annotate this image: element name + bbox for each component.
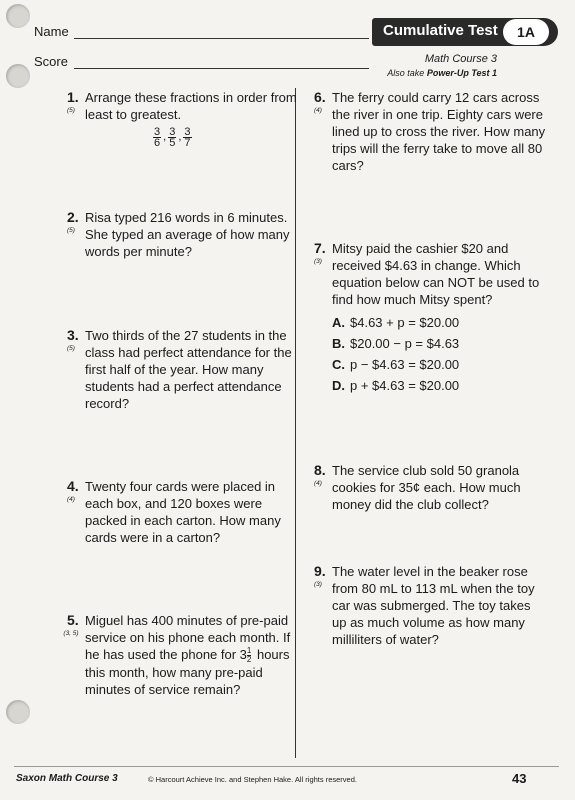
name-label: Name xyxy=(34,24,69,39)
also-take-note: Also take Power-Up Test 1 xyxy=(387,68,497,78)
copyright: © Harcourt Achieve Inc. and Stephen Hake. All rights reserved. xyxy=(148,775,357,784)
problem-number: 2. xyxy=(67,209,79,225)
problem-number: 5. xyxy=(67,612,79,628)
problem-text: Mitsy paid the cashier $20 and received $4.63 in change. Which equation below can NOT be used to find how much Mitsy spent? xyxy=(332,241,540,307)
problem-number: 6. xyxy=(314,89,326,105)
lesson-ref: (4) xyxy=(314,480,322,487)
test-title: Cumulative Test xyxy=(383,22,498,39)
binder-hole xyxy=(6,700,30,724)
problem-text: Twenty four cards were placed in each box, and 120 boxes were packed in each carton. How many cards were in a carton? xyxy=(85,479,281,545)
lesson-ref: (4) xyxy=(67,496,75,503)
problem-number: 8. xyxy=(314,462,326,478)
problem-3 xyxy=(67,327,300,412)
problem-text: Two thirds of the 27 students in the class had perfect attendance for the first half of the year. How many students had a perfect attendance record? xyxy=(85,328,292,411)
problem-number: 1. xyxy=(67,89,79,105)
lesson-ref: (3) xyxy=(314,581,322,588)
fraction-list: $\frac{3}{6}$ , $\frac{3}{5}$ , $\frac{3}{7}$ xyxy=(154,126,191,149)
binder-hole xyxy=(6,4,30,28)
problem-number: 4. xyxy=(67,478,79,494)
lesson-ref: (3, 5) xyxy=(63,630,79,637)
lesson-ref: (4) xyxy=(314,107,322,114)
problem-text: The ferry could carry 12 cars across the river in one trip. Eighty cars were lined up to cross the river. How many trips will the ferry take to move all 80 cars? xyxy=(332,90,546,173)
footer-rule xyxy=(14,766,559,767)
test-code-badge: 1A xyxy=(503,19,549,45)
problem-text: The water level in the beaker rose from 80 mL to 113 mL when the toy car was submerged. The toy takes up as much volume as how many milliliters of water? xyxy=(332,564,535,647)
lesson-ref: (3) xyxy=(314,258,322,265)
lesson-ref: (5) xyxy=(67,107,75,114)
problem-text: Risa typed 216 words in 6 minutes. She typed an average of how many words per minute? xyxy=(85,210,290,259)
problem-1 xyxy=(67,89,300,149)
power-up-test-name: Power-Up Test 1 xyxy=(426,68,497,78)
answer-choices xyxy=(332,314,547,398)
fraction: $\frac{3}{7}$ xyxy=(184,126,191,149)
score-label: Score xyxy=(34,54,68,69)
choice-d[interactable]: D. p + $4.63 = $20.00 xyxy=(332,378,460,393)
lesson-ref: (5) xyxy=(67,345,75,352)
problem-8 xyxy=(314,462,547,513)
mixed-fraction: $\frac{1}{2}$ xyxy=(246,646,252,665)
page-number: 43 xyxy=(512,771,527,786)
problem-text: The service club sold 50 granola cookies for 35¢ each. How much money did the club collect? xyxy=(332,463,521,512)
score-line[interactable] xyxy=(74,68,369,69)
problem-number: 3. xyxy=(67,327,79,343)
choice-c[interactable]: C. p − $4.63 = $20.00 xyxy=(332,357,460,372)
lesson-ref: (5) xyxy=(67,227,75,234)
problem-4 xyxy=(67,478,300,546)
problem-5 xyxy=(63,612,300,698)
problem-number: 9. xyxy=(314,563,326,579)
problem-7 xyxy=(314,240,547,398)
problem-text: Miguel has 400 minutes of pre-paid service on his phone each month. If he has used the phone for 3 $\frac{1}{2}$ hours this month, how many pre-paid minutes of service remain? xyxy=(85,613,291,698)
choice-b[interactable]: B. $20.00 − p = $4.63 xyxy=(332,336,460,351)
fraction: $\frac{3}{5}$ xyxy=(169,126,176,149)
problem-2 xyxy=(67,209,300,260)
name-line[interactable] xyxy=(74,38,369,39)
problem-9 xyxy=(314,563,547,648)
problem-number: 7. xyxy=(314,240,326,256)
fraction: $\frac{3}{6}$ xyxy=(154,126,161,149)
binder-hole xyxy=(6,64,30,88)
problem-6 xyxy=(314,89,547,174)
choice-a[interactable]: A. $4.63 + p = $20.00 xyxy=(332,315,460,330)
problem-text: Arrange these fractions in order from least to greatest. xyxy=(85,90,297,122)
course-name: Math Course 3 xyxy=(424,53,497,65)
book-title: Saxon Math Course 3 xyxy=(16,773,118,784)
